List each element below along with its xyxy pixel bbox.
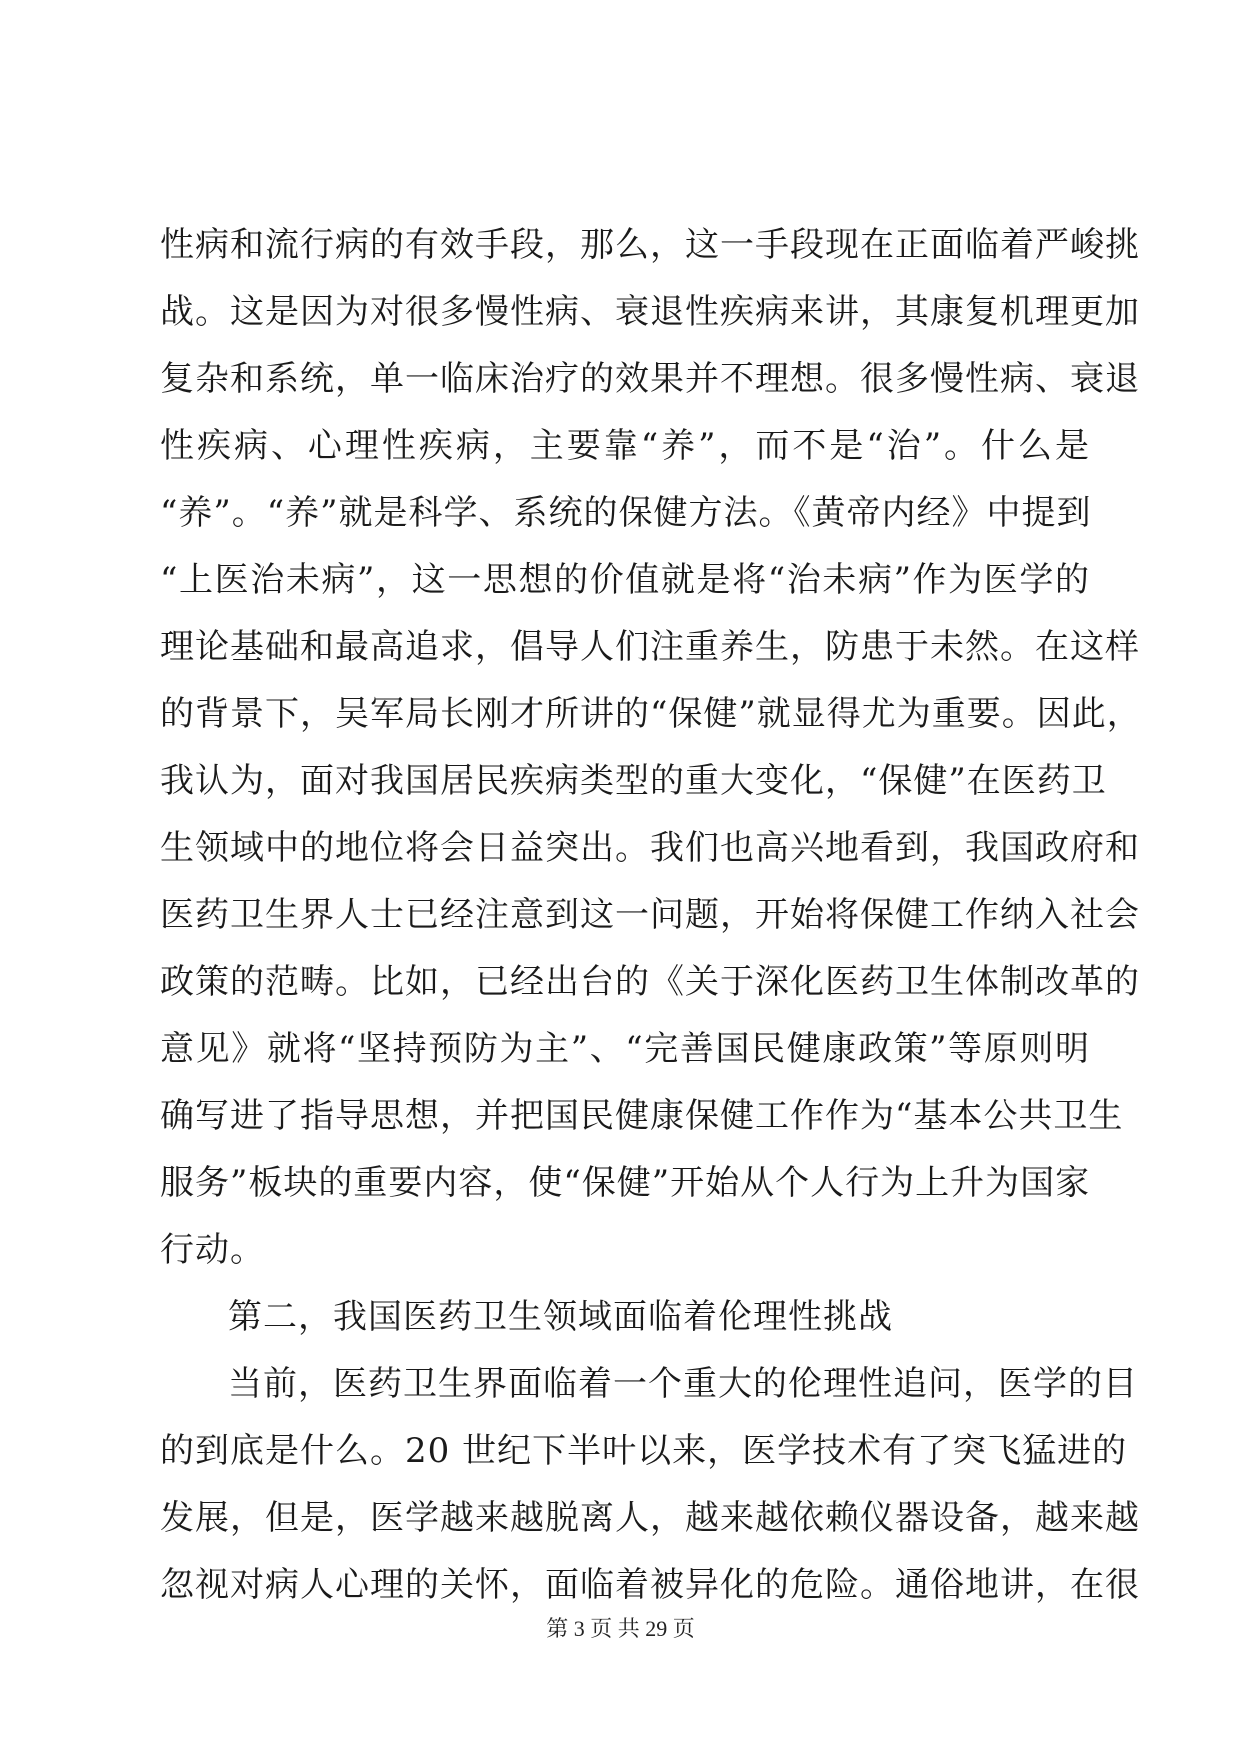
text-line: 服务”板块的重要内容，使“保健”开始从个人行为上升为国家	[160, 1163, 1091, 1203]
text-line: 确写进了指导思想，并把国民健康保健工作作为“基本公共卫生	[160, 1096, 1124, 1136]
text-line: 行动。	[160, 1230, 265, 1270]
text-line: 政策的范畴。比如，已经出台的《关于深化医药卫生体制改革的	[160, 962, 1140, 1002]
text-line: 性疾病、心理性疾病，主要靠“养”，而不是“治”。什么是	[160, 426, 1090, 466]
text-line: 医药卫生界人士已经注意到这一问题，开始将保健工作纳入社会	[160, 895, 1140, 935]
text-line: 当前，医药卫生界面临着一个重大的伦理性追问，医学的目	[228, 1364, 1138, 1404]
text-line: “上医治未病”，这一思想的价值就是将“治未病”作为医学的	[160, 560, 1090, 600]
text-line: 的到底是什么。20 世纪下半叶以来，医学技术有了突飞猛进的	[160, 1431, 1128, 1471]
text-line: 我认为，面对我国居民疾病类型的重大变化，“保健”在医药卫	[160, 761, 1107, 801]
text-line: 生领域中的地位将会日益突出。我们也高兴地看到，我国政府和	[160, 828, 1140, 868]
text-line: 理论基础和最高追求，倡导人们注重养生，防患于未然。在这样	[160, 627, 1140, 667]
text-line: 复杂和系统，单一临床治疗的效果并不理想。很多慢性病、衰退	[160, 359, 1140, 399]
text-line: “养”。“养”就是科学、系统的保健方法。《黄帝内经》中提到	[160, 493, 1092, 533]
text-line: 的背景下，吴军局长刚才所讲的“保健”就显得尤为重要。因此，	[160, 694, 1142, 734]
document-body	[160, 212, 1142, 1619]
text-line: 战。这是因为对很多慢性病、衰退性疾病来讲，其康复机理更加	[160, 292, 1140, 332]
text-line: 忽视对病人心理的关怀，面临着被异化的危险。通俗地讲，在很	[160, 1565, 1140, 1605]
text-line: 意见》就将“坚持预防为主”、“完善国民健康政策”等原则明	[160, 1029, 1090, 1069]
text-line: 发展，但是，医学越来越脱离人，越来越依赖仪器设备，越来越	[160, 1498, 1140, 1538]
text-line: 性病和流行病的有效手段，那么，这一手段现在正面临着严峻挑	[160, 225, 1140, 265]
section-heading: 第二，我国医药卫生领域面临着伦理性挑战	[228, 1297, 893, 1337]
page-footer: 第 3 页 共 29 页	[546, 1616, 695, 1641]
